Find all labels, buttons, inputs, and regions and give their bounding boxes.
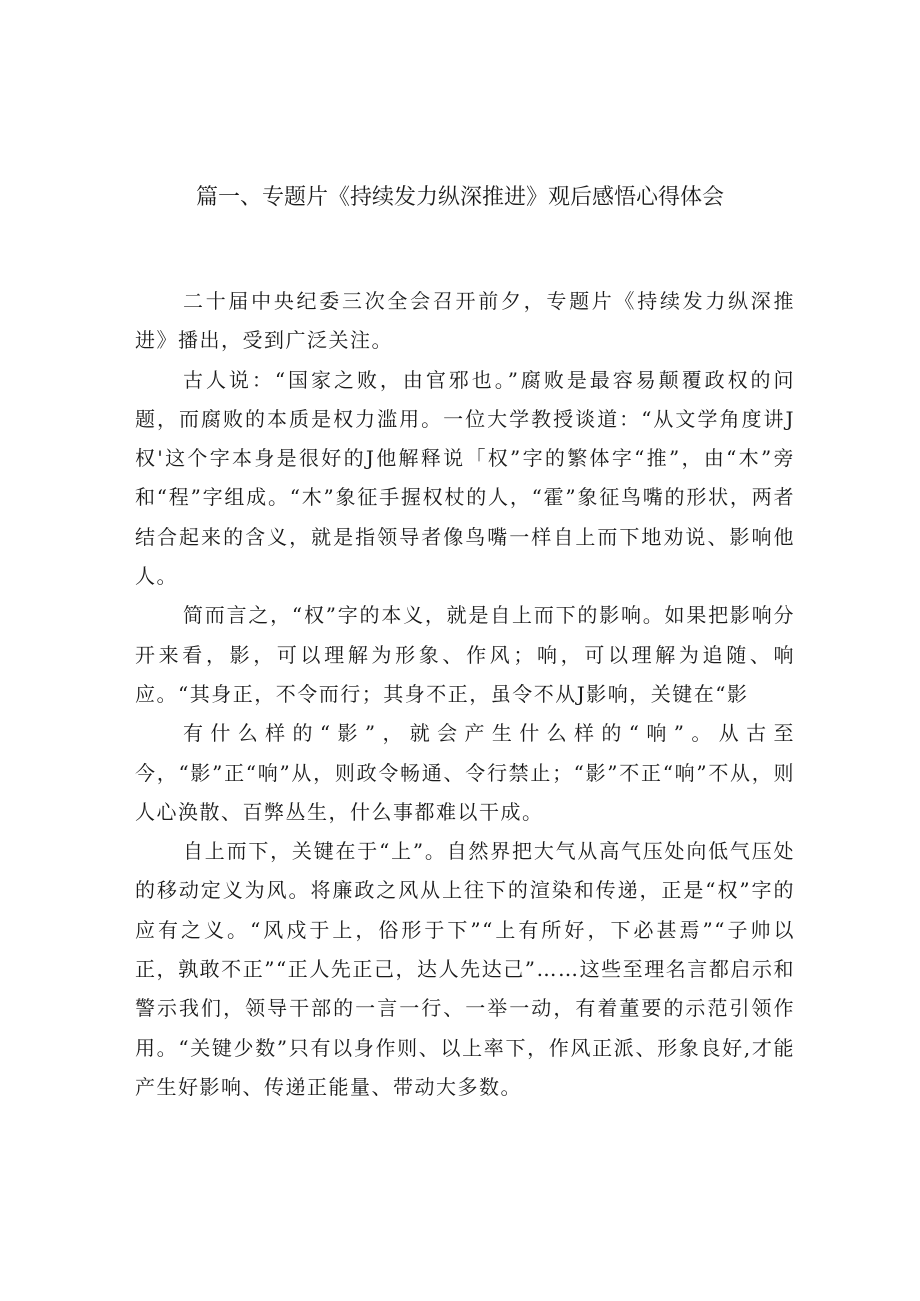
- paragraph-4: 有什么样的“影”，就会产生什么样的“响”。从古至今，“影”正“响”从，则政令畅通、令行禁止；“影”不正“响”不从，则人心涣散、百弊丛生，什么事都难以干成。: [135, 721, 795, 824]
- document-title: 篇一、专题片《持续发力纵深推进》观后感悟心得体会: [195, 185, 724, 210]
- paragraph-5: 自上而下，关键在于“上”。自然界把大气从高气压处向低气压处的移动定义为风。将廉政之风从上往下的渲染和传递，正是“权”字的应有之义。“风戍于上，俗形于下”“上有所好，下必甚焉”“子帅以正，孰敢不正”“正人先正己，达人先达己”……这些至理名言都启示和警示我们，领导干部的一言一行、一举一动，有着董要的示范引领作用。“关键少数”只有以身作则、以上率下，作风正派、形象良好,才能产生好影响、传递正能量、带动大多数。: [135, 839, 795, 1099]
- paragraph-2: 古人说：“国家之败，由官邪也。”腐败是最容易颠覆政权的问题，而腐败的本质是权力滥用。一位大学教授谈道：“从文学角度讲J权'这个字本身是很好的J他解释说「权”字的繁体字“推”，由“木”旁和“程”字组成。“木”象征手握权杖的人，“霍”象征鸟嘴的形状，两者结合起来的含义，就是指领导者像鸟嘴一样自上而下地劝说、影响他人。: [135, 367, 795, 589]
- paragraph-1: 二十届中央纪委三次全会召开前夕，专题片《持续发力纵深推进》播出，受到广泛关注。: [135, 289, 795, 353]
- document-body: [135, 282, 795, 1107]
- paragraph-3: 简而言之，“权”字的本义，就是自上而下的影响。如果把影响分开来看，影，可以理解为形象、作风；响，可以理解为追随、响应。“其身正，不令而行；其身不正，虽令不从J影响，关键在“影: [135, 603, 795, 706]
